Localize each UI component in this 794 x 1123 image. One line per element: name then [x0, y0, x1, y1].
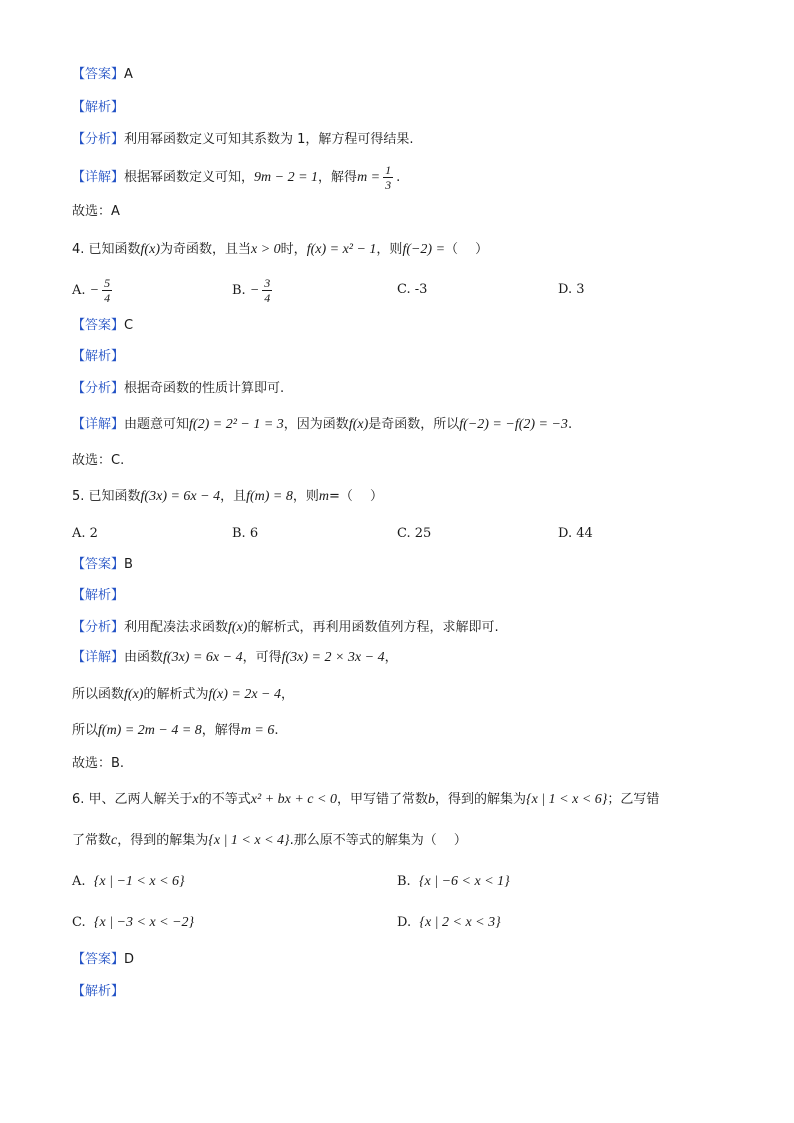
q5-stem-pre: 5. 已知函数	[72, 489, 141, 504]
detail-text-2: ，可得	[242, 650, 282, 665]
q6-analysis-heading	[72, 982, 124, 1002]
answer-value: D	[124, 952, 135, 967]
q4-stem-mid-2: 时，	[280, 242, 307, 257]
detail-math-2: m =	[357, 170, 381, 185]
answer-value: B	[124, 557, 133, 572]
q4-stem-math-2: x > 0	[251, 242, 281, 257]
fenxi-tag: 【分析】	[72, 381, 125, 396]
detail-text-3: .	[274, 723, 279, 738]
option-text: 3	[576, 282, 585, 297]
q4-stem-pre: 4. 已知函数	[72, 242, 141, 257]
q5-choose-line	[72, 754, 124, 774]
q6-option-d	[397, 913, 501, 933]
detail-tag: 【详解】	[72, 170, 125, 185]
option-label: D.	[558, 282, 573, 297]
fenxi-tag: 【分析】	[72, 132, 125, 147]
detail-text-2: ，解得	[201, 723, 241, 738]
q6-stem-text-2: ，甲写错了常数	[336, 792, 428, 807]
q6-stem-math-4: {x | 1 < x < 6}	[526, 792, 608, 807]
q4-option-b	[232, 276, 275, 305]
fraction-numerator: 3	[264, 276, 271, 290]
q6-stem-text-1: 的不等式	[198, 792, 251, 807]
q5-option-c	[397, 524, 431, 544]
detail-text-4: .	[567, 417, 573, 432]
q6-stem-math-6: {x | 1 < x < 4}	[208, 833, 290, 848]
option-label: B.	[232, 526, 246, 541]
detail-math-1: 9m − 2 = 1	[254, 170, 319, 185]
q4-stem	[72, 240, 488, 260]
detail-fraction	[383, 163, 393, 192]
detail-text-2: 的解析式为	[143, 687, 209, 702]
option-text: 44	[576, 526, 593, 541]
q4-fenxi-line	[72, 379, 284, 399]
answer-tag: 【答案】	[72, 952, 125, 967]
option-text: -3	[414, 282, 428, 297]
q5-stem-math-3: m	[318, 489, 330, 504]
q6-stem	[72, 790, 659, 810]
q4-stem-mid-1: 为奇函数，且当	[159, 242, 251, 257]
choose-text: 故选：B.	[72, 756, 125, 771]
detail-math-1: f(x)	[124, 687, 144, 702]
fenxi-tag: 【分析】	[72, 620, 125, 635]
detail-math-1: f(m) = 2m − 4 = 8	[98, 723, 202, 738]
fenxi-math-1: f(x)	[228, 620, 248, 635]
detail-text: 根据幂函数定义可知，	[124, 170, 255, 185]
q6-option-c	[72, 913, 194, 933]
q4-detail-line	[72, 415, 572, 435]
option-label: B.	[397, 874, 411, 889]
q4-stem-math-4: f(−2) =	[402, 242, 446, 257]
answer-line-prev	[72, 65, 133, 85]
q5-fenxi-line	[72, 618, 499, 638]
fraction-denominator: 3	[385, 178, 392, 192]
choose-line-prev	[72, 202, 120, 222]
detail-text-1: 所以函数	[72, 687, 125, 702]
option-text: {x | 2 < x < 3}	[419, 915, 501, 930]
q6-stem-math-5: c	[111, 833, 118, 848]
q5-stem	[72, 487, 383, 507]
detail-math-2: f(3x) = 2 × 3x − 4	[281, 650, 385, 665]
option-sign: −	[89, 283, 100, 298]
q5-detail-line	[72, 648, 398, 668]
q6-option-b	[397, 872, 510, 892]
option-text: 6	[249, 526, 259, 541]
choose-text: 故选：A	[72, 204, 120, 219]
fraction-denominator: 4	[104, 291, 111, 305]
q5-stem-mid-2: ，则	[292, 489, 319, 504]
q6-stem-text-6: ，得到的解集为	[117, 833, 209, 848]
fenxi-text-2: 的解析式，再利用函数值列方程，求解即可.	[247, 620, 499, 635]
option-label: C.	[397, 526, 411, 541]
option-label: B.	[232, 283, 246, 298]
q4-stem-mid-3: ，则	[376, 242, 403, 257]
option-label: D.	[397, 915, 412, 930]
analysis-tag: 【解析】	[72, 349, 125, 364]
q5-detail-line-2	[72, 685, 294, 705]
answer-tag: 【答案】	[72, 318, 125, 333]
detail-text-1: 由函数	[124, 650, 164, 665]
detail-text-3: 是奇函数，所以	[368, 417, 460, 432]
option-label: A.	[72, 874, 86, 889]
analysis-tag: 【解析】	[72, 100, 125, 115]
answer-tag: 【答案】	[72, 557, 125, 572]
option-sign: −	[249, 283, 260, 298]
q4-stem-math-3: f(x) = x² − 1	[306, 242, 377, 257]
detail-text-3: ，	[281, 687, 295, 702]
q5-stem-math-1: f(3x) = 6x − 4	[140, 489, 221, 504]
q6-stem-text-4: ；乙写错	[607, 792, 660, 807]
answer-tag: 【答案】	[72, 67, 125, 82]
detail-math-2: f(x)	[348, 417, 369, 432]
q6-option-a	[72, 872, 185, 892]
detail-text-2: ，因为函数	[283, 417, 349, 432]
answer-value: A	[124, 67, 133, 82]
detail-mid: ，解得	[318, 170, 358, 185]
option-text: {x | −1 < x < 6}	[93, 874, 185, 889]
detail-math-1: f(3x) = 6x − 4	[163, 650, 243, 665]
option-label: C.	[397, 282, 411, 297]
q6-answer-line	[72, 950, 134, 970]
q6-stem-text-3: ，得到的解集为	[434, 792, 526, 807]
analysis-tag: 【解析】	[72, 588, 125, 603]
q6-stem-2	[72, 831, 467, 851]
q5-option-d	[558, 524, 593, 544]
q5-detail-line-3	[72, 721, 279, 741]
option-text: 25	[414, 526, 432, 541]
q6-stem-math-2: x² + bx + c < 0	[250, 792, 337, 807]
option-label: C.	[72, 915, 86, 930]
q4-option-d	[558, 280, 585, 300]
q6-stem-text-7: .那么原不等式的解集为（ ）	[289, 833, 467, 848]
q5-option-b	[232, 524, 258, 544]
detail-line-prev	[72, 163, 400, 192]
option-fraction	[262, 276, 272, 305]
option-text: 2	[89, 526, 98, 541]
detail-math-3: f(−2) = −f(2) = −3	[459, 417, 568, 432]
detail-text-3: ，	[384, 650, 398, 665]
fenxi-line-prev	[72, 130, 414, 150]
q6-stem-pre: 6. 甲、乙两人解关于	[72, 792, 193, 807]
fenxi-text-1: 利用配凑法求函数	[124, 620, 229, 635]
detail-text-1: 由题意可知	[124, 417, 190, 432]
option-fraction	[102, 276, 112, 305]
q4-analysis-heading	[72, 347, 124, 367]
q5-stem-end: =（ ）	[329, 489, 384, 504]
option-text: {x | −3 < x < −2}	[93, 915, 195, 930]
detail-end: .	[396, 170, 401, 185]
fenxi-text: 利用幂函数定义可知其系数为 1，解方程可得结果.	[124, 132, 414, 147]
detail-math-2: f(x) = 2x − 4	[208, 687, 282, 702]
detail-math-1: f(2) = 2² − 1 = 3	[189, 417, 284, 432]
q4-option-c	[397, 280, 427, 300]
analysis-heading-prev	[72, 98, 124, 118]
detail-tag: 【详解】	[72, 650, 125, 665]
q4-choose-line	[72, 451, 124, 471]
q5-answer-line	[72, 555, 133, 575]
choose-text: 故选：C.	[72, 453, 125, 468]
option-label: A.	[72, 283, 86, 298]
fraction-denominator: 4	[264, 291, 271, 305]
detail-math-2: m = 6	[240, 723, 275, 738]
option-label: A.	[72, 526, 86, 541]
q5-analysis-heading	[72, 586, 124, 606]
option-text: {x | −6 < x < 1}	[418, 874, 510, 889]
detail-text-1: 所以	[72, 723, 99, 738]
q6-stem-math-3: b	[427, 792, 435, 807]
detail-tag: 【详解】	[72, 417, 125, 432]
option-label: D.	[558, 526, 573, 541]
fraction-numerator: 5	[104, 276, 111, 290]
q4-stem-math-1: f(x)	[140, 242, 160, 257]
q6-stem-math-1: x	[192, 792, 199, 807]
q6-stem-text-5: 了常数	[72, 833, 112, 848]
answer-value: C	[124, 318, 134, 333]
q4-answer-line	[72, 316, 133, 336]
analysis-tag: 【解析】	[72, 984, 125, 999]
q4-stem-end: （ ）	[445, 242, 489, 257]
q5-stem-mid-1: ，且	[220, 489, 247, 504]
q5-option-a	[72, 524, 98, 544]
fraction-numerator: 1	[385, 163, 392, 177]
q4-option-a	[72, 276, 115, 305]
q5-stem-math-2: f(m) = 8	[246, 489, 293, 504]
fenxi-text: 根据奇函数的性质计算即可.	[124, 381, 285, 396]
